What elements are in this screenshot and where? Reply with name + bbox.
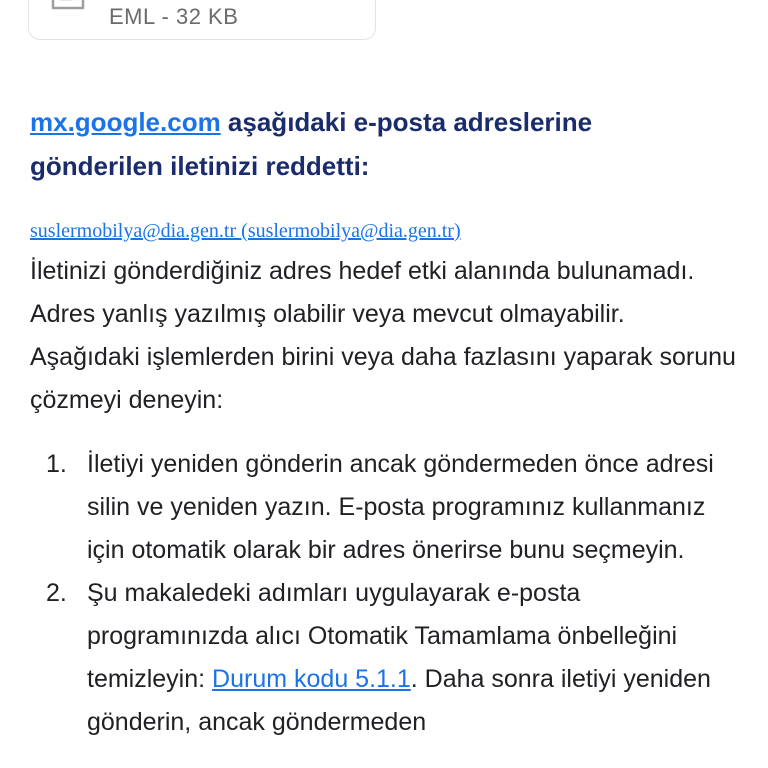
- bounce-heading-text: aşağıdaki e-posta adreslerine gönderilen iletinizi reddetti:: [30, 107, 593, 181]
- step-text-continued: . Daha sonra iletiyi yeniden gönderin, ancak göndermeden: [87, 665, 711, 736]
- list-item: [30, 443, 740, 572]
- step-number: 2.: [46, 579, 67, 607]
- steps-list: [30, 443, 740, 744]
- attachment-meta: EML - 32 KB: [109, 4, 239, 29]
- attachment-card[interactable]: [28, 0, 376, 40]
- step-text: Şu makaledeki adımları uygulayarak e-posta programınızda alıcı Otomatik Tamamlama önbelleğini temizleyin:: [87, 579, 678, 693]
- file-icon: [51, 0, 85, 12]
- step-text: İletiyi yeniden gönderin ancak göndermeden önce adresi silin ve yeniden yazın. E-posta programınız kullanmanız için otomatik olarak bir adres önerirse bunu seçmeyin.: [87, 450, 714, 564]
- list-item: [30, 572, 740, 744]
- server-link[interactable]: mx.google.com: [30, 107, 221, 137]
- status-code-link[interactable]: Durum kodu 5.1.1: [212, 665, 411, 693]
- step-number: 1.: [46, 450, 67, 478]
- bounce-heading: [30, 100, 730, 188]
- recipient-link[interactable]: suslermobilya@dia.gen.tr (suslermobilya@dia.gen.tr): [30, 220, 461, 242]
- explanation-text: İletinizi gönderdiğiniz adres hedef etki alanında bulunamadı. Adres yanlış yazılmış olabilir veya mevcut olmayabilir. Aşağıdaki işlemlerden birini veya daha fazlasını yaparak sorunu çözmeyi deneyin:: [30, 257, 736, 414]
